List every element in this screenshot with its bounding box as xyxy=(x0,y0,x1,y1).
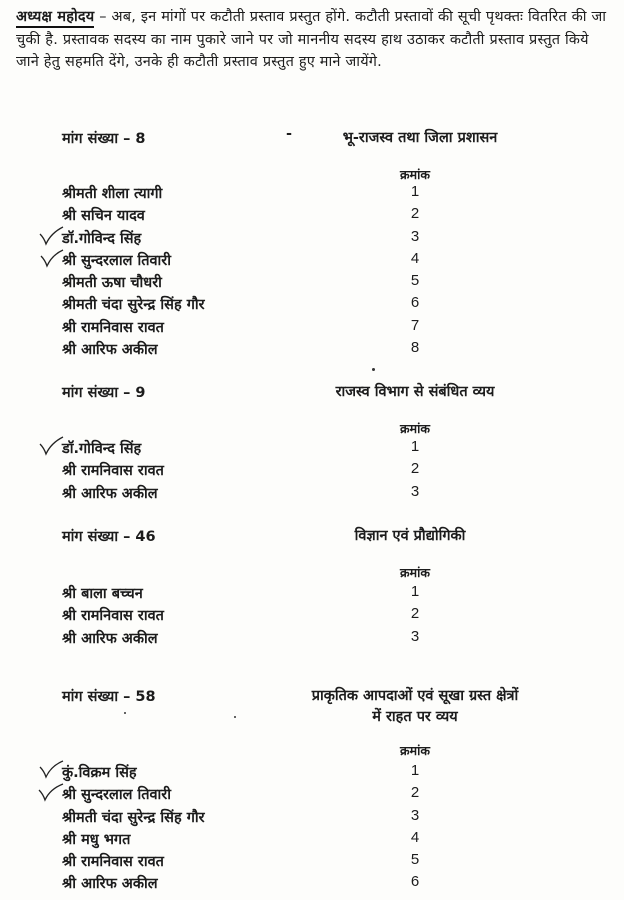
table-row xyxy=(0,294,624,316)
member-name: श्री आरिफ अकील xyxy=(62,342,158,359)
demand-title: विज्ञान एवं प्रौद्योगिकी xyxy=(354,528,466,544)
table-row xyxy=(0,183,624,205)
table-row xyxy=(0,851,624,873)
serial-number: 2 xyxy=(410,460,420,478)
serial-number: 2 xyxy=(410,784,420,802)
serial-number: 8 xyxy=(410,339,420,357)
member-name: डॉ.गोविन्द सिंह xyxy=(62,441,142,457)
serial-number: 4 xyxy=(410,249,420,267)
serial-number: 3 xyxy=(410,806,420,824)
table-row xyxy=(0,483,624,505)
member-name: श्रीमती ऊषा चौधरी xyxy=(62,275,162,292)
stray-dot xyxy=(234,716,236,718)
tick-mark-icon xyxy=(38,247,64,269)
member-name: श्रीमती शीला त्यागी xyxy=(62,186,163,202)
table-row xyxy=(0,460,624,482)
tick-mark-icon xyxy=(38,435,64,457)
member-name: श्री रामनिवास रावत xyxy=(62,608,164,625)
table-row xyxy=(0,762,624,784)
table-row xyxy=(0,438,624,460)
serial-number: 4 xyxy=(410,828,420,846)
tick-mark-icon xyxy=(38,225,64,247)
member-name: श्री आरिफ अकील xyxy=(62,485,158,502)
serial-number: 2 xyxy=(410,205,420,223)
table-row xyxy=(0,205,624,227)
kramank-header: क्रमांक xyxy=(400,743,430,758)
demand-title: राजस्व विभाग से संबंधित व्यय xyxy=(335,384,495,400)
demand-label: मांग संख्या – 9 xyxy=(62,385,146,401)
serial-number: 6 xyxy=(410,294,420,312)
member-name: श्री रामनिवास रावत xyxy=(62,463,164,480)
demand-title: भू-राजस्व तथा जिला प्रशासन xyxy=(342,130,498,146)
member-name: श्री मधु भगत xyxy=(62,831,131,848)
serial-number: 3 xyxy=(410,627,420,645)
intro-paragraph xyxy=(16,6,612,74)
demand-label: मांग संख्या – 46 xyxy=(62,529,156,545)
table-row xyxy=(0,339,624,361)
member-name: श्रीमती चंदा सुरेन्द्र सिंह गौर xyxy=(62,809,205,826)
table-row xyxy=(0,605,624,627)
table-row xyxy=(0,317,624,339)
kramank-header: क्रमांक xyxy=(400,167,430,182)
kramank-header: क्रमांक xyxy=(400,565,430,580)
serial-number: 1 xyxy=(410,438,420,455)
member-name: श्री रामनिवास रावत xyxy=(62,854,164,871)
member-name: श्रीमती चंदा सुरेन्द्र सिंह गौर xyxy=(62,297,205,314)
stray-dot xyxy=(124,712,126,714)
member-name: श्री सुन्दरलाल तिवारी xyxy=(62,787,171,804)
table-row xyxy=(0,784,624,806)
tick-mark-icon xyxy=(38,759,64,781)
table-row xyxy=(0,272,624,294)
member-name: डॉ.गोविन्द सिंह xyxy=(62,230,142,247)
serial-number: 1 xyxy=(410,183,420,200)
table-row xyxy=(0,583,624,605)
table-row xyxy=(0,829,624,851)
speaker-name: अध्यक्ष महोदय xyxy=(16,9,94,28)
demand-label: मांग संख्या – 8 xyxy=(62,131,146,147)
member-name: श्री सुन्दरलाल तिवारी xyxy=(62,252,171,269)
member-name: श्री सचिन यादव xyxy=(62,208,145,225)
member-name: श्री रामनिवास रावत xyxy=(62,319,164,336)
dash-mark: - xyxy=(286,126,293,142)
table-row xyxy=(0,807,624,829)
serial-number: 1 xyxy=(410,762,420,779)
member-name: श्री बाला बच्चन xyxy=(62,586,143,602)
stray-dot xyxy=(372,368,375,371)
serial-number: 5 xyxy=(410,272,420,290)
member-name: कुं.विक्रम सिंह xyxy=(62,765,137,781)
intro-text: – अब, इन मांगों पर कटौती प्रस्ताव प्रस्तुत होंगे. कटौती प्रस्तावों की सूची पृथक्तः वितरित की जा चुकी है. प्रस्तावक सदस्य का नाम पुकारे जाने पर जो माननीय सदस्य हाथ उठाकर कटौती प्रस्ताव प्रस्तुत किये जाने हेतु सहमति देंगे, उनके ही कटौती प्रस्ताव प्रस्तुत हुए माने जायेंगे. xyxy=(16,9,607,70)
kramank-header: क्रमांक xyxy=(400,421,430,436)
serial-number: 6 xyxy=(410,873,420,891)
table-row xyxy=(0,250,624,272)
serial-number: 3 xyxy=(410,482,420,500)
table-row xyxy=(0,873,624,895)
demand-title: प्राकृतिक आपदाओं एवं सूखा ग्रस्त क्षेत्रों में राहत पर व्यय xyxy=(311,688,519,725)
serial-number: 3 xyxy=(410,227,420,245)
member-name: श्री आरिफ अकील xyxy=(62,876,158,893)
tick-mark-icon xyxy=(38,781,64,803)
serial-number: 5 xyxy=(410,851,420,869)
demand-label: मांग संख्या – 58 xyxy=(62,689,156,705)
member-name: श्री आरिफ अकील xyxy=(62,630,158,647)
serial-number: 7 xyxy=(410,316,420,334)
table-row xyxy=(0,228,624,250)
table-row xyxy=(0,628,624,650)
serial-number: 1 xyxy=(410,583,420,600)
serial-number: 2 xyxy=(410,605,420,623)
